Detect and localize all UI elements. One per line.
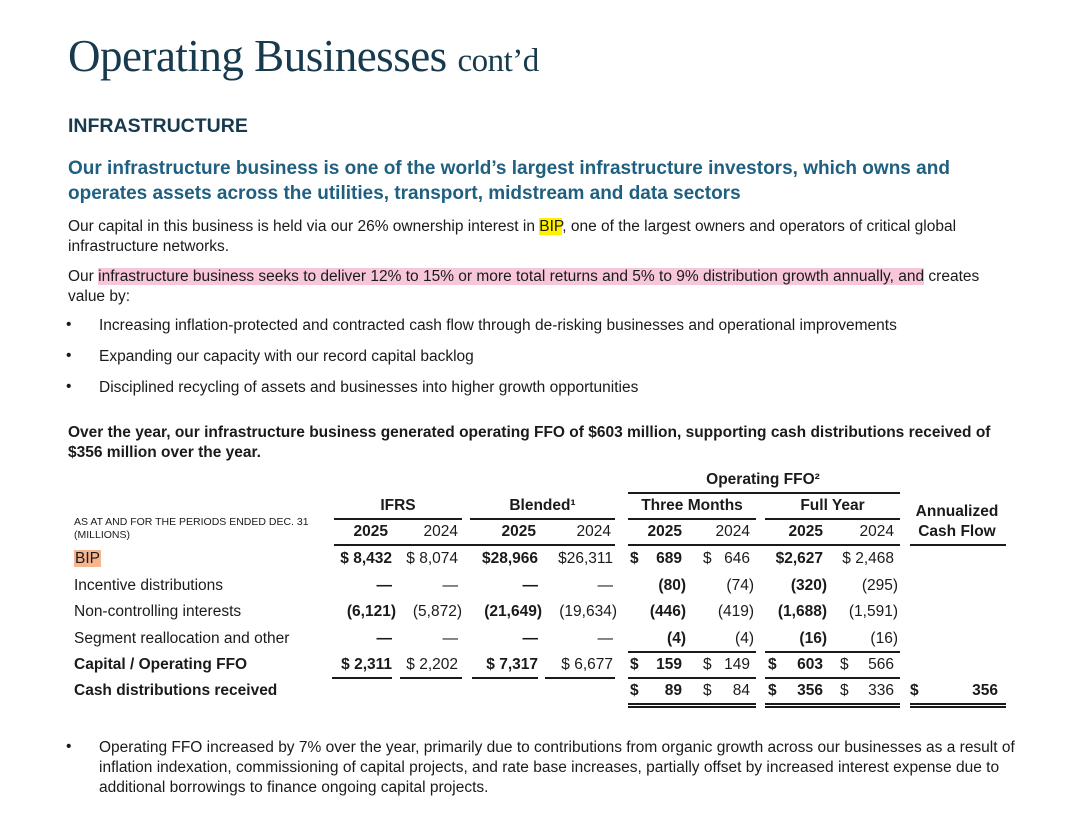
cell: $ 2,202 [406,656,458,673]
rule [628,703,756,705]
rule [334,518,462,520]
cell: — [376,630,392,647]
cell: $28,966 [481,550,538,567]
para2-before: Our [68,268,99,285]
dollar-sign: $ [768,656,777,673]
cell: $ 6,677 [561,656,613,673]
cell: $ 8,074 [406,550,458,567]
cell: $ 2,311 [341,656,392,673]
rule [765,677,900,679]
cell: (295) [861,577,898,594]
year-header: 2025 [788,523,823,540]
paragraph-returns [68,267,1018,307]
cell: — [597,577,613,594]
year-header: 2024 [423,523,458,540]
cell: (16) [870,630,898,647]
cell: $ 2,468 [842,550,894,567]
para2-highlight: infrastructure business seeks to deliver 12% to 15% or more total returns and 5% to 9% distribution growth annually, and [98,268,925,285]
rule [910,544,1006,546]
header-full-year: Full Year [800,497,865,514]
rule [628,492,900,494]
bullet-dot: • [66,347,72,364]
cell: 89 [664,682,682,699]
para1-before: Our capital in this business is held via our 26% ownership interest in [68,218,540,235]
cell: $26,311 [558,550,613,567]
section-heading: INFRASTRUCTURE [68,115,248,137]
cell: (5,872) [412,603,462,620]
cell: (4) [735,630,754,647]
cell: (80) [658,577,686,594]
rule [545,677,615,679]
title-main: Operating Businesses [68,31,447,81]
cell: (320) [790,577,827,594]
year-header: 2024 [715,523,750,540]
title-suffix: cont’d [457,43,539,79]
header-operating-ffo: Operating FFO² [706,471,820,488]
rule [400,677,462,679]
cell: (4) [667,630,686,647]
bullet-dot: • [66,316,72,333]
header-three-months: Three Months [641,497,743,514]
page-title [68,30,539,82]
cell: 84 [732,682,750,699]
cell: — [442,630,458,647]
cell: — [442,577,458,594]
bullet-dot: • [66,378,72,395]
year-header: 2024 [859,523,894,540]
row-label: Segment reallocation and other [74,630,290,647]
cell: (419) [717,603,754,620]
bullet-item: Disciplined recycling of assets and businesses into higher growth opportunities [99,379,639,396]
bullet-item: Expanding our capacity with our record capital backlog [99,348,474,365]
year-header: 2024 [576,523,611,540]
rule [765,651,900,653]
cell: (1,688) [777,603,827,620]
cell: (446) [649,603,686,620]
cell: (6,121) [346,603,396,620]
dollar-sign: $ [630,656,639,673]
lead-statement: Our infrastructure business is one of the world’s largest infrastructure investors, which owns and operates assets across the utilities, transport, midstream and data sectors [68,158,950,204]
rule [765,518,900,520]
rule [628,706,756,708]
row-label: Non-controlling interests [74,603,242,620]
paragraph-ownership [68,217,1018,257]
ffo-commentary: Operating FFO increased by 7% over the year, primarily due to contributions from organic growth across our businesses as a result of inflation indexation, commissioning of capital projects, and rate base increases, partially offset by increased interest expense due to additional borrowings to finance ongoing capital projects. [99,739,1015,796]
rule [910,703,1006,705]
row-label: Capital / Operating FFO [74,656,248,673]
dollar-sign: $ [630,550,639,567]
row-label [74,550,101,568]
cell: 603 [797,656,823,673]
cell: 689 [656,550,682,567]
cell: 159 [656,656,682,673]
table-caption: AS AT AND FOR THE PERIODS ENDED DEC. 31 [74,516,309,528]
dollar-sign: $ [840,656,849,673]
cell: (21,649) [484,603,542,620]
rule [765,703,900,705]
cell: (74) [726,577,754,594]
bullet-item: Increasing inflation-protected and contracted cash flow through de-risking businesses and operational improvements [99,317,897,334]
header-ifrs: IFRS [380,497,416,514]
dollar-sign: $ [768,682,777,699]
dollar-sign: $ [630,682,639,699]
cell: — [522,630,538,647]
rule [472,677,538,679]
rule [628,677,756,679]
cell: 336 [868,682,894,699]
cell: 566 [868,656,894,673]
cell: (16) [799,630,827,647]
year-header: 2025 [353,523,388,540]
dollar-sign: $ [703,682,712,699]
dollar-sign: $ [910,682,919,699]
annualized-cell: 356 [972,682,998,699]
cell: (19,634) [559,603,617,620]
row-label: Incentive distributions [74,577,224,594]
year-header: 2025 [501,523,536,540]
para1-after: , one of the largest owners and operators of critical global infrastructure networks. [68,218,957,255]
row-label: Cash distributions received [74,682,278,699]
header-blended: Blended¹ [509,497,576,514]
cell: 356 [797,682,823,699]
rule [765,706,900,708]
rule [628,651,756,653]
header-cash-flow: Cash Flow [918,523,996,540]
cell: — [597,630,613,647]
dollar-sign: $ [840,682,849,699]
rule [470,518,615,520]
cell: (1,591) [848,603,898,620]
row-label-bip: BIP [75,550,100,567]
bullet-dot: • [66,738,72,755]
header-annualized: Annualized [915,503,999,520]
cell: — [376,577,392,594]
cell: $ 8,432 [340,550,392,567]
para1-highlight: BIP [539,218,563,235]
cell: $2,627 [775,550,823,567]
rule [334,544,615,546]
cell: $ 7,317 [486,656,538,673]
rule [628,544,900,546]
table-caption-units: (MILLIONS) [74,529,131,541]
cell: 149 [724,656,750,673]
para2-after: creates value by: [68,268,980,305]
rule [910,706,1006,708]
rule [332,677,392,679]
dollar-sign: $ [703,656,712,673]
cell: 646 [724,550,750,567]
dollar-sign: $ [703,550,712,567]
cell: — [522,577,538,594]
summary-statement: Over the year, our infrastructure business generated operating FFO of $603 million, supporting cash distributions received of $356 million over the year. [68,424,991,461]
year-header: 2025 [647,523,682,540]
rule [628,518,756,520]
